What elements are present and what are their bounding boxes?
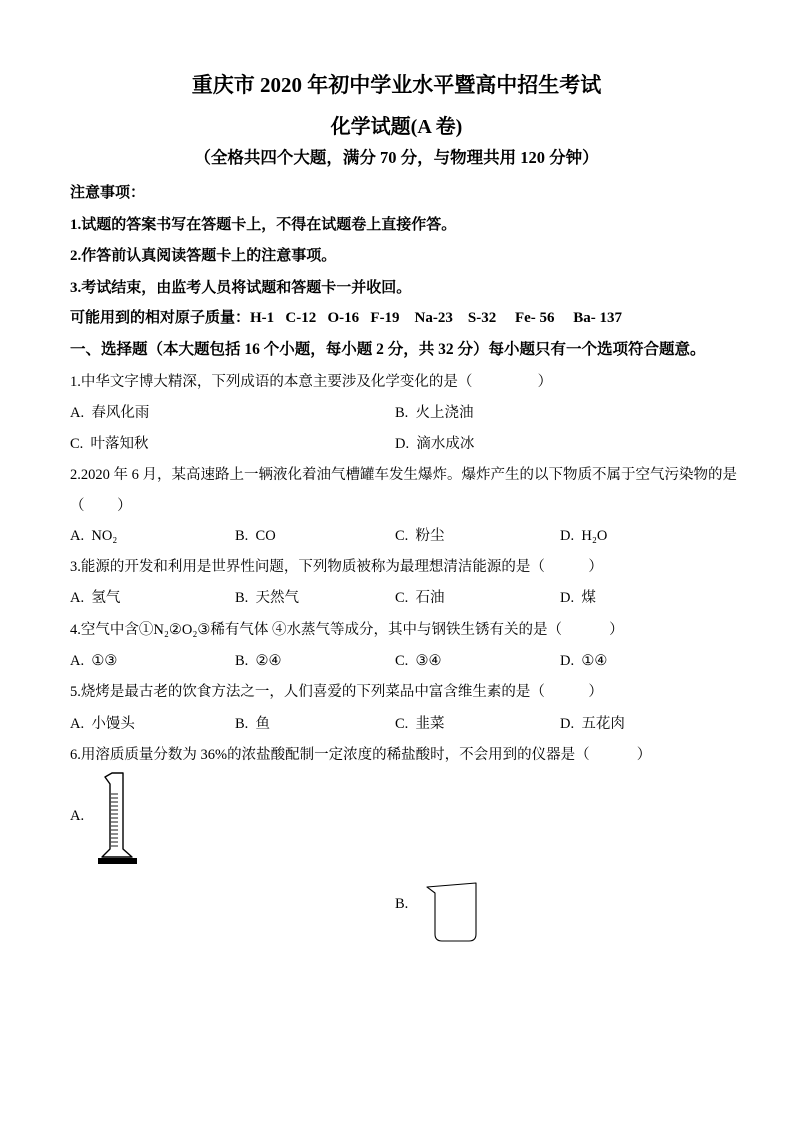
section-1-heading: 一、选择题（本大题包括 16 个小题，每小题 2 分，共 32 分）每小题只有一个选项符合题意。 (70, 341, 706, 358)
atomic-mass-line: 可能用到的相对原子质量：H-1 C-12 O-16 F-19 Na-23 S-32 Fe- 56 Ba- 137 (70, 310, 623, 326)
beaker-image (424, 878, 482, 946)
question-1-option-b: B. 火上浇油 (395, 405, 474, 421)
notice-item-1: 1.试题的答案书写在答题卡上，不得在试题卷上直接作答。 (70, 217, 457, 233)
paper-subtitle: 化学试题(A 卷) (330, 116, 463, 138)
question-2-options-row (70, 526, 770, 546)
question-4-options-row (70, 651, 770, 671)
question-3-options-row (70, 588, 770, 608)
question-1-text: 1.中华文字博大精深，下列成语的本意主要涉及化学变化的是（ ） (70, 374, 553, 390)
exam-info: （全格共四个大题，满分 70 分，与物理共用 120 分钟） (194, 148, 599, 167)
question-1-options-row-2 (70, 434, 770, 454)
question-3-option-d: D. 煤 (560, 590, 596, 606)
question-1-options-row-1 (70, 403, 770, 423)
question-5-option-c: C. 韭菜 (395, 716, 445, 732)
question-4-option-a: A. ①③ (70, 653, 118, 669)
question-1-option-a: A. 春风化雨 (70, 405, 150, 421)
notice-item-3: 3.考试结束，由监考人员将试题和答题卡一并收回。 (70, 280, 412, 296)
question-5-option-a: A. 小馒头 (70, 716, 135, 732)
question-2-option-b: B. CO (235, 528, 276, 544)
question-2-option-d: D. H₂O (560, 528, 608, 544)
question-4-option-c: C. ③④ (395, 653, 442, 669)
page-title: 重庆市 2020 年初中学业水平暨高中招生考试 (191, 73, 602, 97)
notice-heading: 注意事项： (70, 185, 146, 201)
question-3-option-b: B. 天然气 (235, 590, 300, 606)
question-2-answer-brackets: （ ） (70, 498, 132, 514)
question-6-option-b-label: B. (395, 896, 409, 912)
question-5-option-b: B. 鱼 (235, 716, 271, 732)
question-5-options-row (70, 714, 770, 734)
question-2-option-c: C. 粉尘 (395, 528, 445, 544)
question-6-option-a-label: A. (70, 808, 85, 824)
question-4-option-b: B. ②④ (235, 653, 282, 669)
notice-item-2: 2.作答前认真阅读答题卡上的注意事项。 (70, 248, 337, 264)
question-1-option-d: D. 滴水成冰 (395, 436, 475, 452)
question-5-option-d: D. 五花肉 (560, 716, 625, 732)
graduated-cylinder-image (94, 770, 140, 869)
question-6-text: 6.用溶质质量分数为 36%的浓盐酸配制一定浓度的稀盐酸时，不会用到的仪器是（ ） (70, 747, 652, 763)
question-4-text: 4.空气中含①N₂②O₂③稀有气体 ④水蒸气等成分，其中与钢铁生锈有关的是（ ） (70, 622, 624, 638)
question-2-option-a: A. NO₂ (70, 528, 118, 544)
question-3-option-c: C. 石油 (395, 590, 445, 606)
question-1-option-c: C. 叶落知秋 (70, 436, 149, 452)
question-3-text: 3.能源的开发和利用是世界性问题，下列物质被称为最理想清洁能源的是（ ） (70, 559, 603, 575)
question-5-text: 5.烧烤是最古老的饮食方法之一，人们喜爱的下列菜品中富含维生素的是（ ） (70, 684, 603, 700)
question-6-figures (70, 768, 770, 963)
question-3-option-a: A. 氢气 (70, 590, 121, 606)
question-4-option-d: D. ①④ (560, 653, 608, 669)
question-2-text: 2.2020 年 6 月，某高速路上一辆液化着油气槽罐车发生爆炸。爆炸产生的以下物质不属于空气污染物的是 (70, 467, 737, 483)
